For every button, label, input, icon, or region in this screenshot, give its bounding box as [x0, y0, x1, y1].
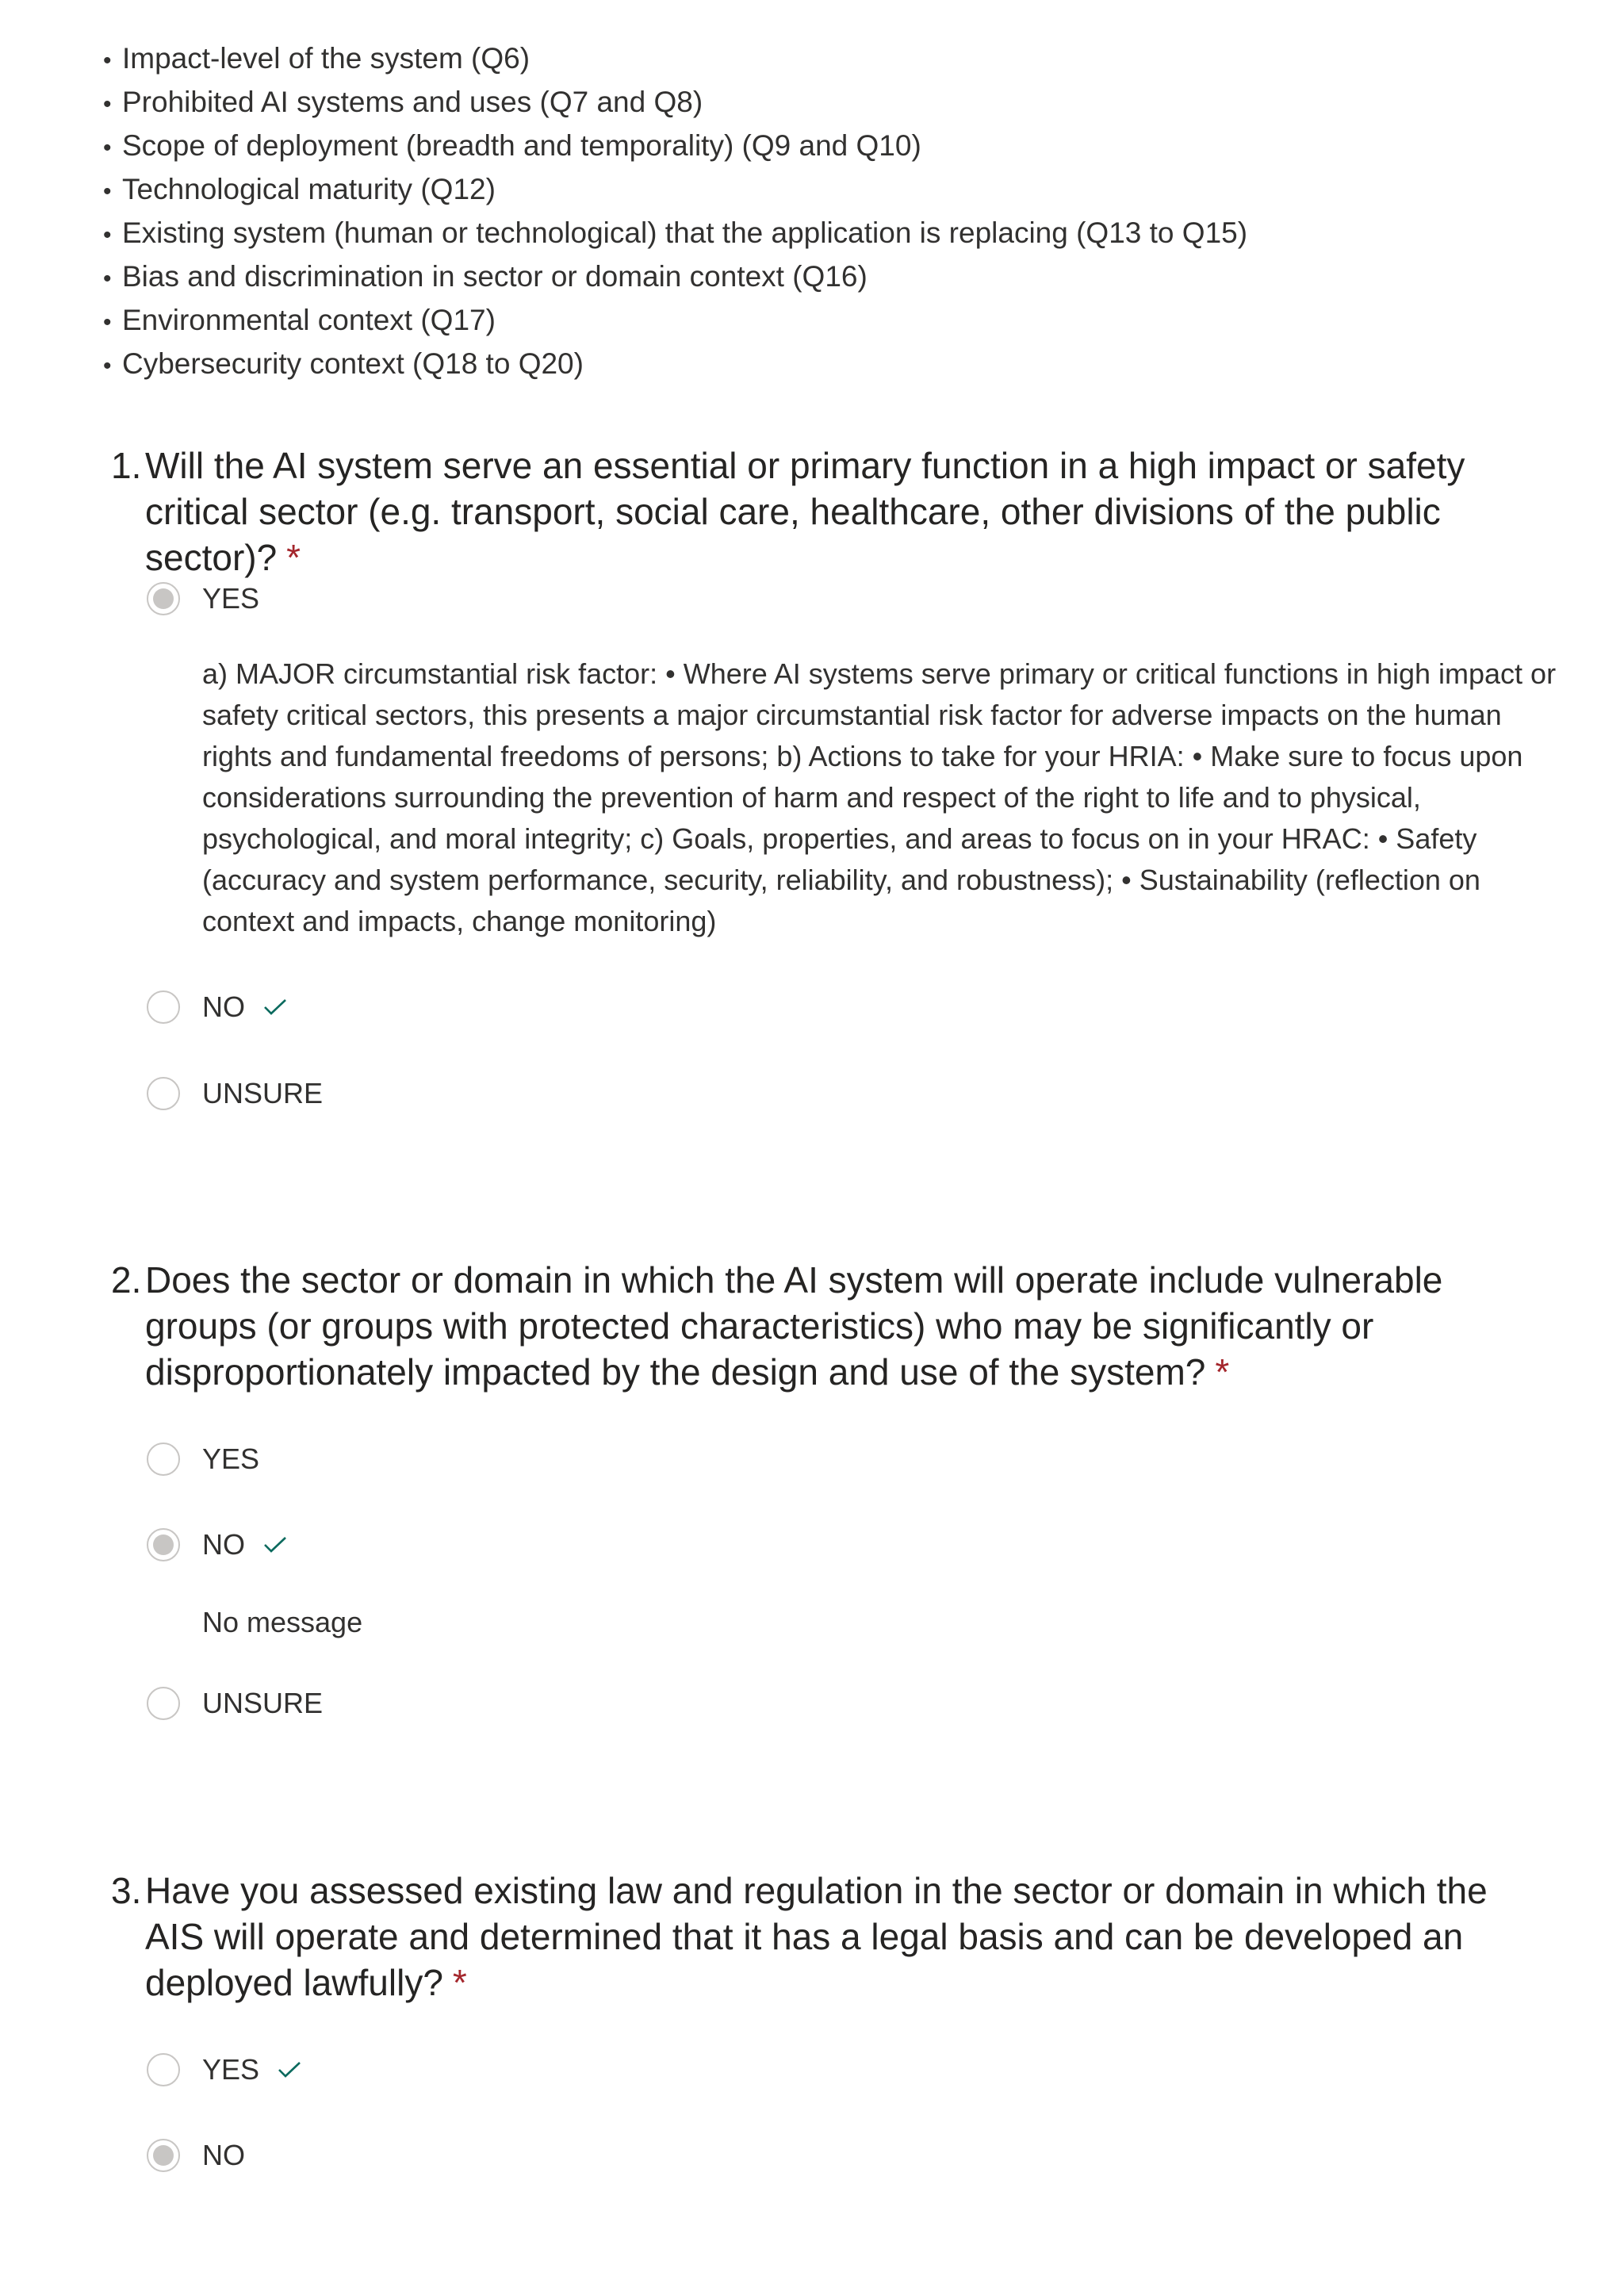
- option-label: NO: [202, 990, 245, 1023]
- radio-unselected[interactable]: [147, 1443, 180, 1476]
- radio-unselected[interactable]: [147, 990, 180, 1024]
- required-asterisk: *: [1215, 1351, 1230, 1393]
- option-label: NO: [202, 1528, 245, 1561]
- option-yes[interactable]: [147, 1439, 259, 1479]
- question-text: Have you assessed existing law and regulation in the sector or domain in which the AIS will operate and determined that it has a legal basis and can be developed an deployed lawfully?: [145, 1870, 1488, 2003]
- answer-feedback: No message: [202, 1606, 363, 1638]
- question-title: [111, 443, 1538, 580]
- intro-item: • Prohibited AI systems and uses (Q7 and Q8): [103, 82, 1247, 125]
- correct-checkmark-icon: [262, 997, 288, 1017]
- radio-selected[interactable]: [147, 582, 180, 615]
- intro-bullet-list: [103, 38, 1247, 387]
- question-title: [111, 1257, 1538, 1395]
- radio-selected[interactable]: [147, 1528, 180, 1561]
- bullet-icon: •: [103, 91, 112, 117]
- option-no[interactable]: [147, 2136, 245, 2175]
- option-label: NO: [202, 2139, 245, 2171]
- intro-item: • Existing system (human or technological) that the application is replacing (Q13 to Q15): [103, 213, 1247, 256]
- question-text: Will the AI system serve an essential or primary function in a high impact or safety critical sector (e.g. transport, social care, healthcare, other divisions of the public sector)?: [145, 445, 1465, 578]
- option-yes[interactable]: [147, 2050, 302, 2090]
- question-number: 3.: [111, 1870, 142, 1911]
- radio-unselected[interactable]: [147, 2053, 180, 2086]
- radio-unselected[interactable]: [147, 1687, 180, 1720]
- bullet-icon: •: [103, 266, 112, 292]
- intro-item: • Bias and discrimination in sector or domain context (Q16): [103, 256, 1247, 300]
- question-number: 1.: [111, 445, 142, 486]
- question-title: [111, 1868, 1538, 2006]
- option-label: UNSURE: [202, 1077, 324, 1109]
- option-unsure[interactable]: [147, 1684, 323, 1723]
- option-yes[interactable]: [147, 579, 259, 619]
- question-number: 2.: [111, 1259, 142, 1301]
- bullet-icon: •: [103, 309, 112, 335]
- required-asterisk: *: [452, 1962, 467, 2003]
- option-label: YES: [202, 2053, 260, 2086]
- question-3: [111, 1868, 1538, 2171]
- intro-item: • Scope of deployment (breadth and temporality) (Q9 and Q10): [103, 125, 1247, 169]
- intro-item: • Technological maturity (Q12): [103, 169, 1247, 213]
- intro-item: • Environmental context (Q17): [103, 300, 1247, 343]
- bullet-icon: •: [103, 135, 112, 161]
- option-no[interactable]: [147, 1525, 288, 1565]
- correct-checkmark-icon: [262, 1534, 288, 1555]
- radio-selected[interactable]: [147, 2139, 180, 2172]
- option-no[interactable]: [147, 987, 288, 1027]
- option-label: UNSURE: [202, 1687, 324, 1719]
- bullet-icon: •: [103, 48, 112, 74]
- intro-item: • Impact-level of the system (Q6): [103, 38, 1247, 82]
- question-2: [111, 1257, 1538, 1719]
- bullet-icon: •: [103, 222, 112, 248]
- option-unsure[interactable]: [147, 1074, 323, 1113]
- bullet-icon: •: [103, 178, 112, 205]
- option-label: YES: [202, 582, 260, 615]
- correct-checkmark-icon: [277, 2059, 302, 2080]
- required-asterisk: *: [286, 537, 301, 578]
- question-1: [111, 443, 1557, 1109]
- bullet-icon: •: [103, 353, 112, 379]
- radio-unselected[interactable]: [147, 1077, 180, 1110]
- answer-feedback: a) MAJOR circumstantial risk factor: • Where AI systems serve primary or critical functions in high impact or safety critical sectors, this presents a major circumstantial risk factor for adverse impacts on the human rights and fundamental freedoms of persons; b) Actions to take for your HRIA: • Make sure to focus upon considerations surrounding the prevention of harm and respect of the right to life and to physical, psychological, and moral integrity; c) Goals, properties, and areas to focus on in your HRAC: • Safety (accuracy and system performance, security, reliability, and robustness); • Sustainability (reflection on context and impacts, change monitoring): [202, 657, 1557, 937]
- intro-item: • Cybersecurity context (Q18 to Q20): [103, 343, 1247, 387]
- question-text: Does the sector or domain in which the AI system will operate include vulnerable groups (or groups with protected characteristics) who may be significantly or disproportionately impacted by the design and use of the system?: [145, 1259, 1443, 1393]
- option-label: YES: [202, 1443, 260, 1475]
